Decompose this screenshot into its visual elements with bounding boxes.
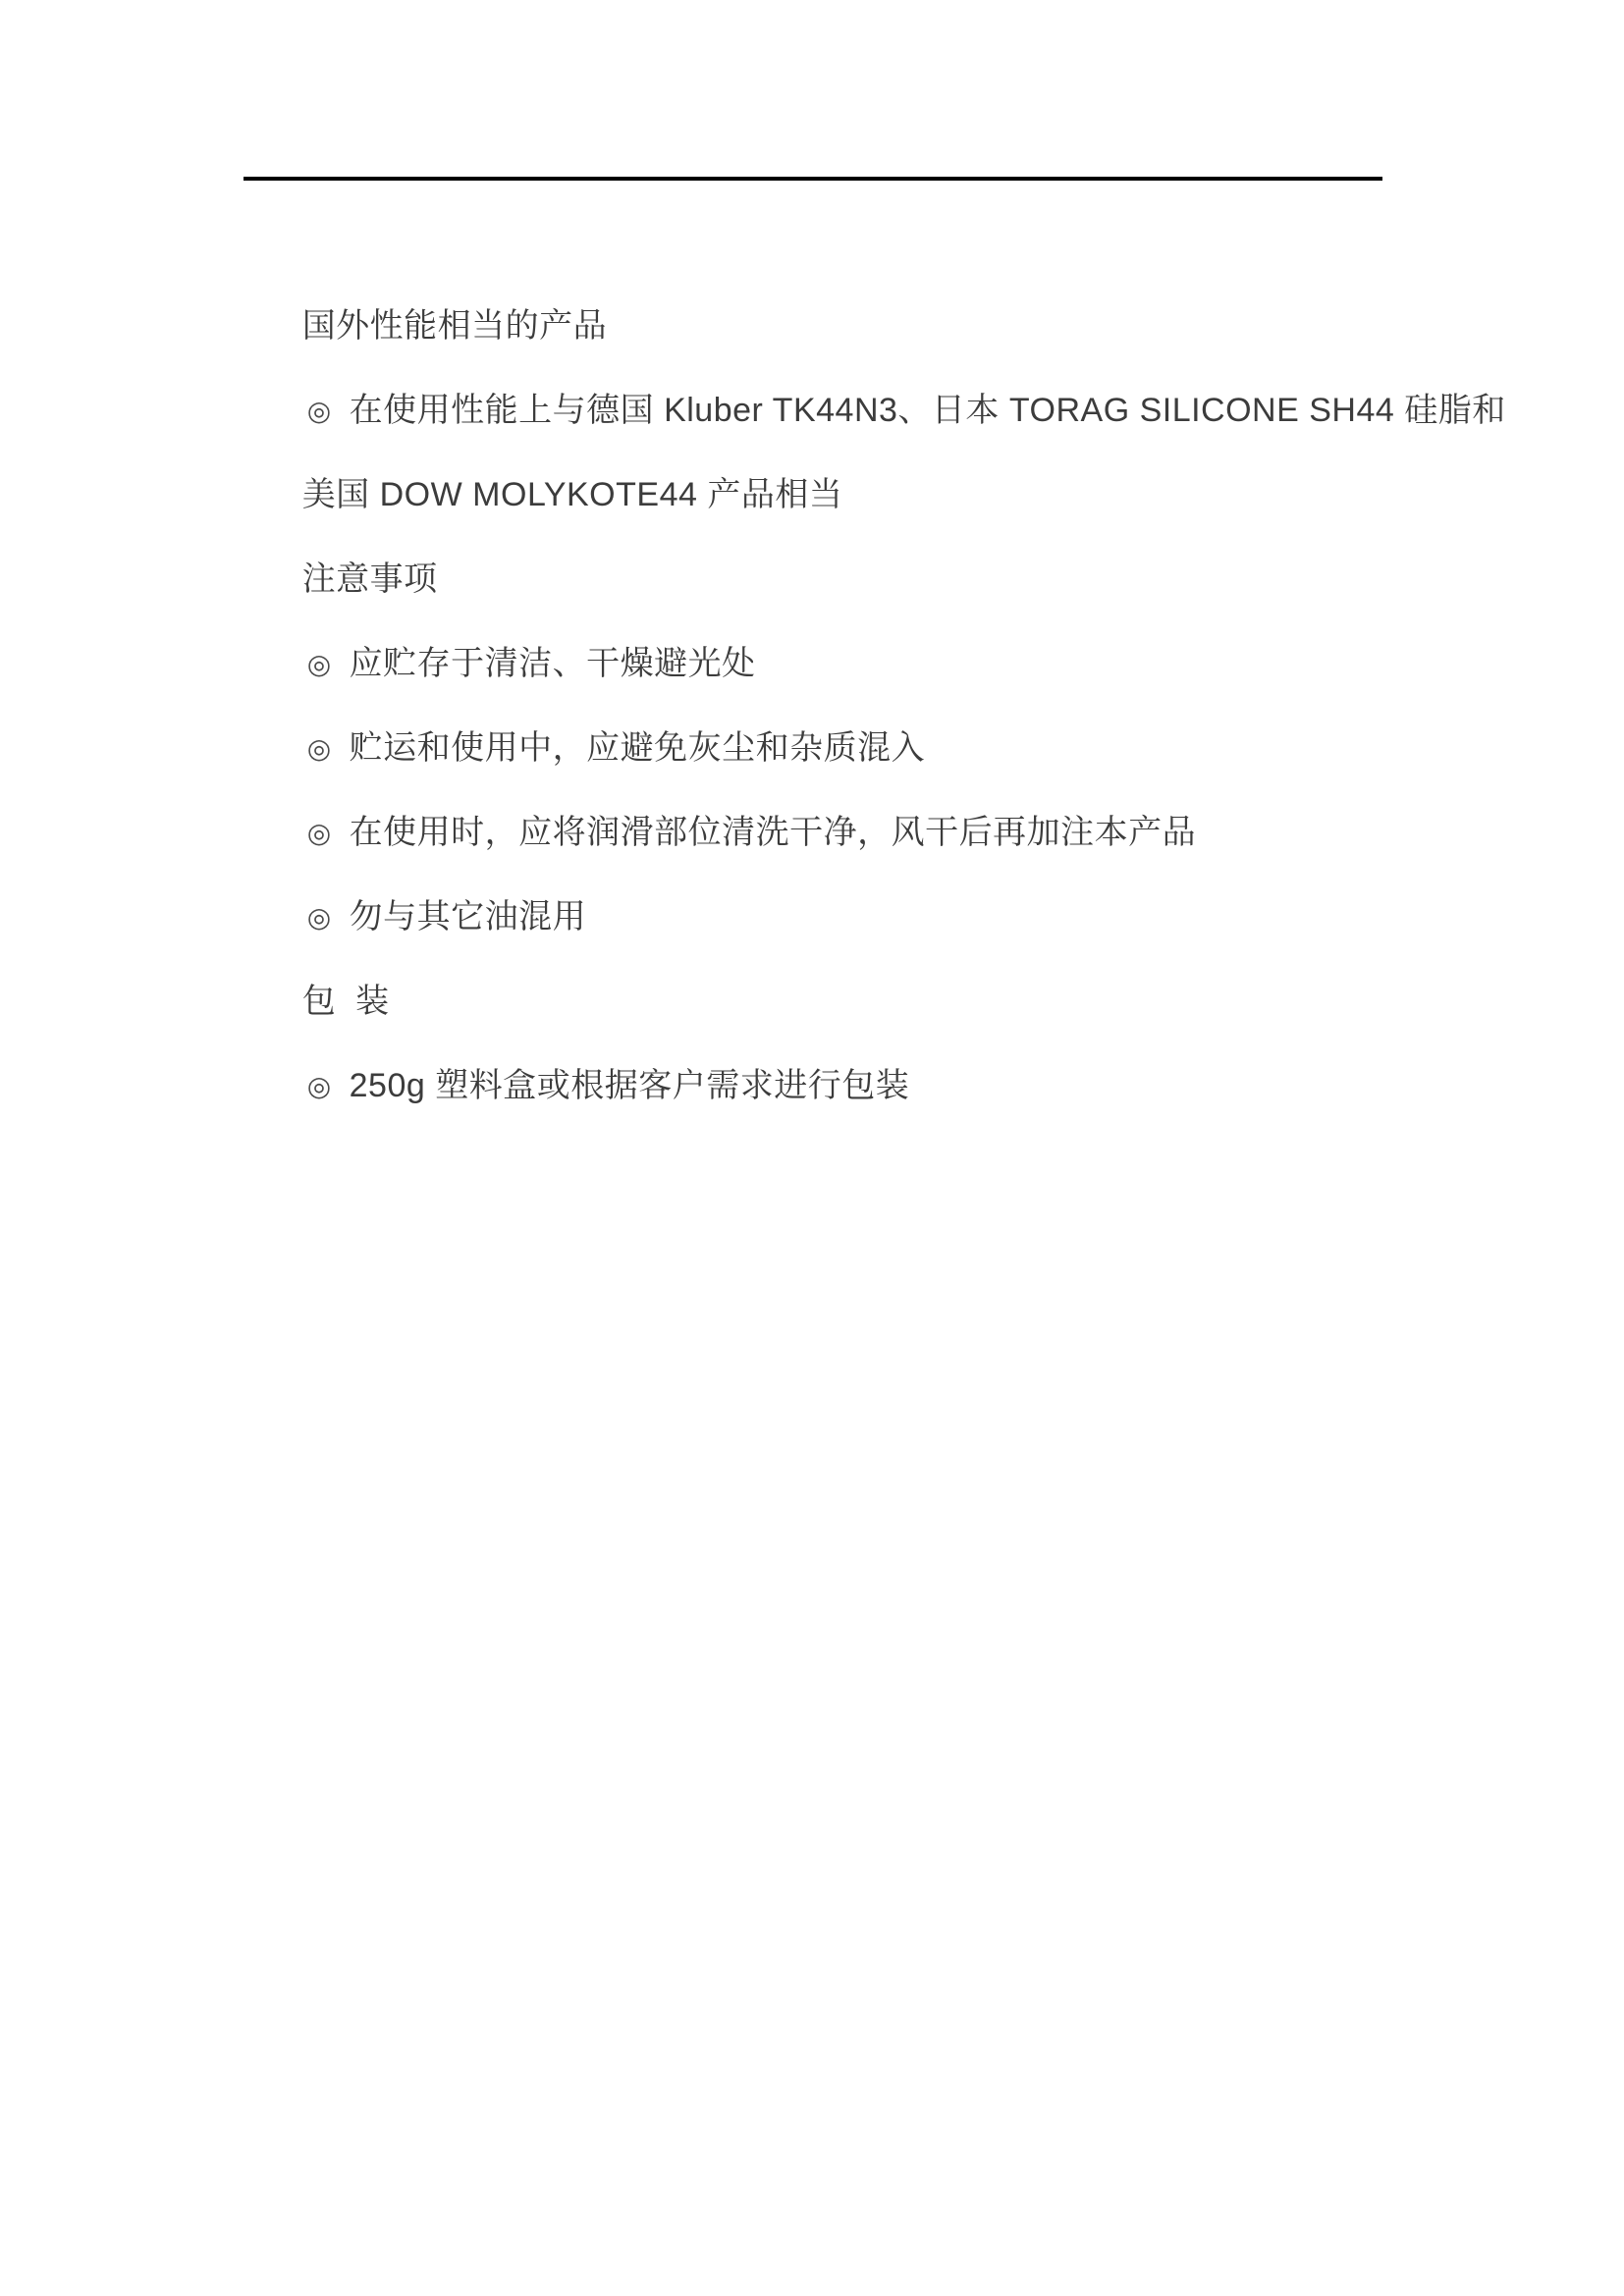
bullet-line-text: 应贮存于清洁、干燥避光处: [349, 645, 756, 682]
bullet-line-text: 在使用性能上与德国 Kluber TK44N3、日本 TORAG SILICONE SH44 硅脂和: [349, 392, 1506, 429]
bullseye-bullet-icon: ◎: [306, 1071, 332, 1101]
bullet-line-text: 在使用时，应将润滑部位清洗干净，风干后再加注本产品: [349, 814, 1197, 851]
bullet-line-text: 勿与其它油混用: [349, 898, 587, 935]
bullet-line-text: 贮运和使用中，应避免灰尘和杂质混入: [349, 729, 926, 767]
bullseye-bullet-icon: ◎: [306, 649, 332, 679]
bullet-line-text: 250g 塑料盒或根据客户需求进行包装: [349, 1067, 910, 1104]
heading-text: 国外性能相当的产品: [301, 307, 608, 345]
heading-text: 包 装: [301, 983, 390, 1020]
document-content: [244, 199, 1506, 1104]
heading-text: 注意事项: [301, 561, 438, 598]
bullseye-bullet-icon: ◎: [306, 902, 332, 933]
bullseye-bullet-icon: ◎: [306, 733, 332, 764]
bullseye-bullet-icon: ◎: [306, 818, 332, 848]
header-rule: [244, 177, 1382, 181]
section-heading-equivalent-products: [244, 199, 1388, 345]
continuation-line-text: 美国 DOW MOLYKOTE44 产品相当: [301, 476, 843, 513]
bullseye-bullet-icon: ◎: [306, 396, 332, 426]
bullet-line: [244, 959, 1388, 1104]
